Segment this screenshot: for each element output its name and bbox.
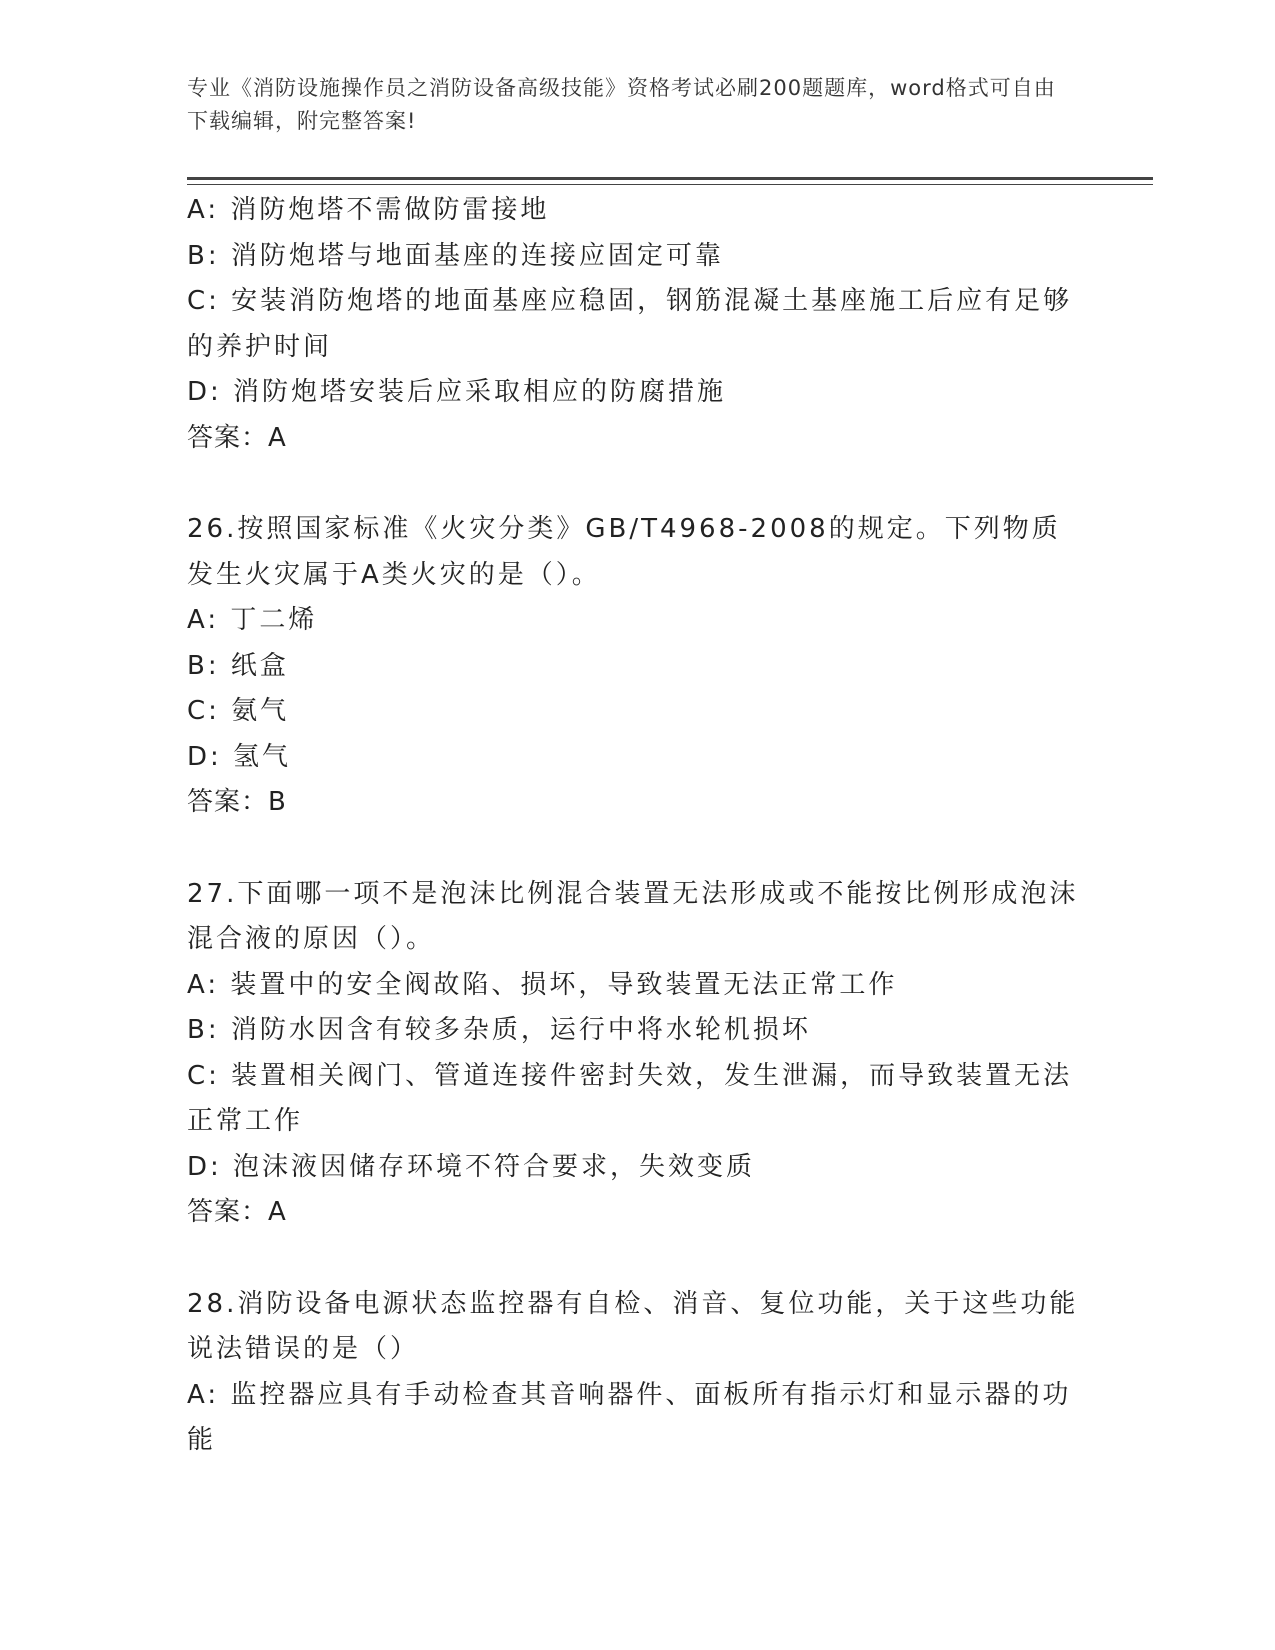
q25-option-a: A: 消防炮塔不需做防雷接地 bbox=[187, 195, 550, 225]
q26-answer: 答案：B bbox=[187, 787, 287, 817]
q26-option-b: B: 纸盒 bbox=[187, 650, 289, 681]
header-rule-thick bbox=[187, 177, 1153, 180]
q27-answer: 答案：A bbox=[187, 1197, 287, 1227]
q26-option-a: A: 丁二烯 bbox=[187, 605, 318, 635]
question-spacer bbox=[187, 826, 1087, 872]
document-body bbox=[187, 188, 1087, 1464]
q25-option-b: B: 消防炮塔与地面基座的连接应固定可靠 bbox=[187, 240, 724, 271]
q27-stem: 27.下面哪一项不是泡沫比例混合装置无法形成或不能按比例形成泡沫混合液的原因（）。 bbox=[187, 878, 1079, 954]
q28-stem: 28.消防设备电源状态监控器有自检、消音、复位功能，关于这些功能说法错误的是（） bbox=[187, 1288, 1079, 1364]
q25-option-c: C: 安装消防炮塔的地面基座应稳固，钢筋混凝土基座施工后应有足够的养护时间 bbox=[187, 286, 1073, 362]
q26-option-c: C: 氨气 bbox=[187, 696, 290, 726]
document-header: 专业《消防设施操作员之消防设备高级技能》资格考试必刷200题题库，word格式可自由下载编辑，附完整答案! bbox=[187, 76, 1056, 133]
q27-option-a: A: 装置中的安全阀故陷、损坏，导致装置无法正常工作 bbox=[187, 969, 898, 1000]
question-spacer bbox=[187, 1236, 1087, 1282]
question-spacer bbox=[187, 461, 1087, 507]
q25-answer: 答案：A bbox=[187, 422, 287, 453]
header-rule-thin bbox=[187, 184, 1153, 185]
q26-option-d: D: 氢气 bbox=[187, 741, 292, 772]
q27-option-b: B: 消防水因含有较多杂质，运行中将水轮机损坏 bbox=[187, 1015, 811, 1045]
q27-option-c: C: 装置相关阀门、管道连接件密封失效，发生泄漏，而导致装置无法正常工作 bbox=[187, 1060, 1073, 1136]
q27-option-d: D: 泡沫液因储存环境不符合要求，失效变质 bbox=[187, 1151, 756, 1182]
q26-stem: 26.按照国家标准《火灾分类》GB/T4968-2008的规定。下列物质发生火灾属于A类火灾的是（）。 bbox=[187, 514, 1061, 590]
q25-option-d: D: 消防炮塔安装后应采取相应的防腐措施 bbox=[187, 377, 727, 407]
q28-option-a: A: 监控器应具有手动检查其音响器件、面板所有指示灯和显示器的功能 bbox=[187, 1379, 1072, 1455]
